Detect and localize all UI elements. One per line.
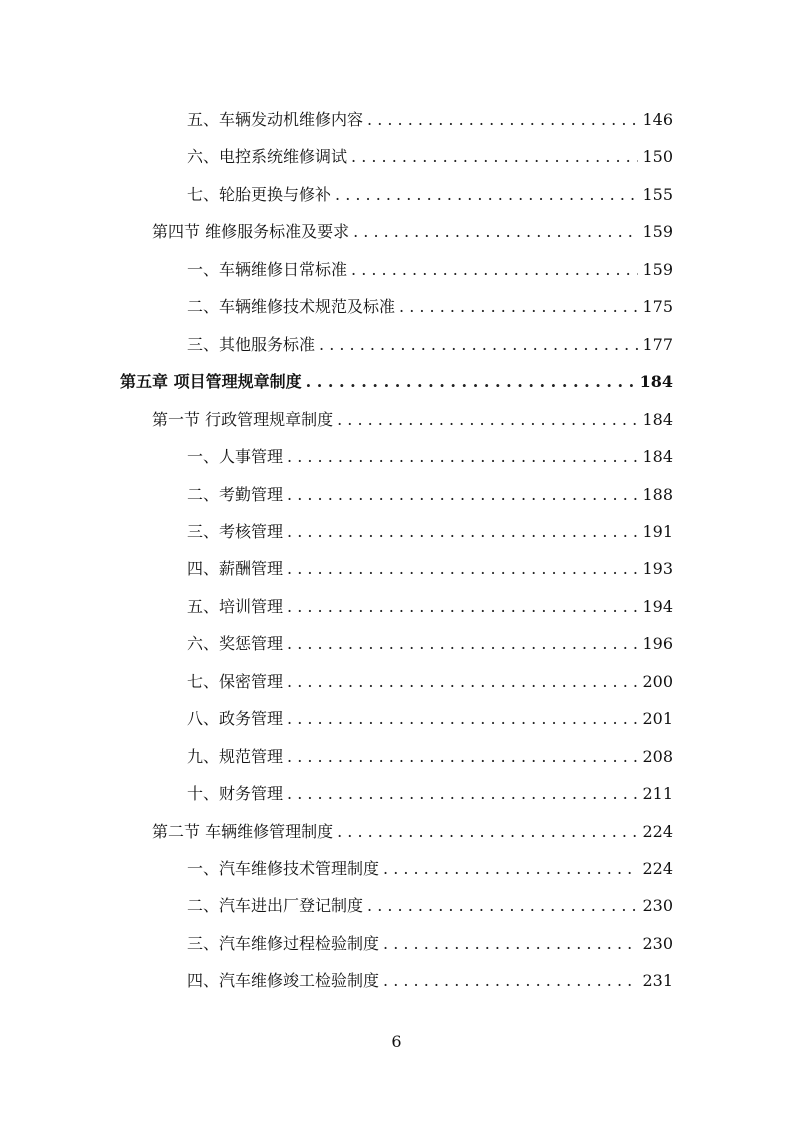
toc-entry-page: 224 xyxy=(642,821,673,841)
toc-entry-page: 184 xyxy=(639,372,673,392)
toc-entry-title: 二、车辆维修技术规范及标准 xyxy=(187,297,396,317)
toc-entry[interactable] xyxy=(187,295,673,319)
toc-entry-page: 208 xyxy=(642,746,673,766)
dot-leader xyxy=(306,370,636,394)
dot-leader xyxy=(351,145,638,169)
toc-entry[interactable] xyxy=(187,745,673,769)
toc-entry-title: 二、汽车进出厂登记制度 xyxy=(187,896,364,916)
toc-entry[interactable] xyxy=(152,220,673,244)
toc-entry[interactable] xyxy=(187,258,673,282)
toc-entry[interactable] xyxy=(187,857,673,881)
dot-leader xyxy=(287,520,638,544)
toc-entry-page: 230 xyxy=(642,896,673,916)
toc-entry-page: 211 xyxy=(642,784,673,804)
toc-entry-title: 一、车辆维修日常标准 xyxy=(187,259,348,279)
toc-entry-title: 三、汽车维修过程检验制度 xyxy=(187,933,380,953)
toc-entry-page: 194 xyxy=(642,596,673,616)
dot-leader xyxy=(367,894,638,918)
toc-entry-title: 十、财务管理 xyxy=(187,784,284,804)
toc-entry[interactable] xyxy=(187,483,673,507)
toc-entry[interactable] xyxy=(187,894,673,918)
toc-entry-title: 六、电控系统维修调试 xyxy=(187,147,348,167)
dot-leader xyxy=(399,295,638,319)
toc-entry[interactable] xyxy=(187,707,673,731)
dot-leader xyxy=(287,745,638,769)
toc-entry[interactable] xyxy=(187,932,673,956)
dot-leader xyxy=(383,932,638,956)
dot-leader xyxy=(287,557,638,581)
toc-entry-page: 230 xyxy=(642,933,673,953)
dot-leader xyxy=(335,183,638,207)
toc-entry[interactable] xyxy=(152,408,673,432)
dot-leader xyxy=(367,108,638,132)
dot-leader xyxy=(287,595,638,619)
toc-entry-page: 146 xyxy=(642,110,673,129)
toc-entry-page: 191 xyxy=(642,521,673,541)
toc-entry[interactable] xyxy=(187,445,673,469)
dot-leader xyxy=(287,782,638,806)
toc-entry-title: 五、培训管理 xyxy=(187,596,284,616)
toc-entry[interactable] xyxy=(187,632,673,656)
toc-entry-title: 七、轮胎更换与修补 xyxy=(187,184,332,204)
toc-entry-title: 四、薪酬管理 xyxy=(187,559,284,579)
toc-entry[interactable] xyxy=(187,557,673,581)
toc-entry-title: 第五章 项目管理规章制度 xyxy=(120,372,302,392)
toc-entry-page: 200 xyxy=(642,671,673,691)
toc-entry-page: 193 xyxy=(642,559,673,579)
dot-leader xyxy=(287,707,638,731)
toc-entry[interactable] xyxy=(187,183,673,207)
toc-entry-title: 二、考勤管理 xyxy=(187,484,284,504)
toc-entry-title: 四、汽车维修竣工检验制度 xyxy=(187,971,380,991)
toc-entry-page: 175 xyxy=(642,297,673,317)
toc-entry[interactable] xyxy=(187,333,673,357)
dot-leader xyxy=(287,445,638,469)
toc-entry[interactable] xyxy=(187,520,673,544)
dot-leader xyxy=(287,483,638,507)
toc-entry-title: 七、保密管理 xyxy=(187,671,284,691)
dot-leader xyxy=(383,969,638,993)
toc-entry-title: 五、车辆发动机维修内容 xyxy=(187,110,364,129)
dot-leader xyxy=(351,258,638,282)
toc-entry[interactable] xyxy=(187,145,673,169)
toc-entry-page: 184 xyxy=(642,409,673,429)
toc-entry-title: 一、汽车维修技术管理制度 xyxy=(187,859,380,878)
toc-entry[interactable] xyxy=(187,595,673,619)
toc-entry-title: 一、人事管理 xyxy=(187,447,284,467)
dot-leader xyxy=(337,820,638,844)
dot-leader xyxy=(383,857,638,881)
toc-entry-title: 八、政务管理 xyxy=(187,709,284,729)
dot-leader xyxy=(337,408,638,432)
toc-entry-page: 159 xyxy=(642,259,673,279)
toc-entry-page: 159 xyxy=(642,222,673,242)
toc-entry[interactable] xyxy=(187,108,673,132)
toc-entry-page: 184 xyxy=(642,447,673,467)
toc-entry[interactable] xyxy=(120,370,673,394)
toc-entry-title: 三、其他服务标准 xyxy=(187,334,316,354)
toc-entry-page: 188 xyxy=(642,484,673,504)
toc-entry-title: 第四节 维修服务标准及要求 xyxy=(152,222,350,242)
dot-leader xyxy=(287,632,638,656)
toc-entry-title: 第二节 车辆维修管理制度 xyxy=(152,821,334,841)
dot-leader xyxy=(319,333,638,357)
toc-entry[interactable] xyxy=(187,670,673,694)
dot-leader xyxy=(287,670,638,694)
toc-entry-page: 150 xyxy=(642,147,673,167)
toc-entry-page: 196 xyxy=(642,634,673,654)
toc-entry-page: 155 xyxy=(642,184,673,204)
toc-entry-page: 231 xyxy=(642,971,673,991)
toc-entry[interactable] xyxy=(187,782,673,806)
toc-entry-page: 224 xyxy=(642,859,673,878)
toc-entry-title: 九、规范管理 xyxy=(187,746,284,766)
toc-entry-page: 201 xyxy=(642,709,673,729)
toc-entry-title: 第一节 行政管理规章制度 xyxy=(152,409,334,429)
toc-entry[interactable] xyxy=(187,969,673,993)
dot-leader xyxy=(353,220,638,244)
toc-entry-title: 三、考核管理 xyxy=(187,521,284,541)
page-number: 6 xyxy=(391,1032,402,1051)
toc-entry[interactable] xyxy=(152,820,673,844)
toc-entry-title: 六、奖惩管理 xyxy=(187,634,284,654)
toc-entry-page: 177 xyxy=(642,334,673,354)
